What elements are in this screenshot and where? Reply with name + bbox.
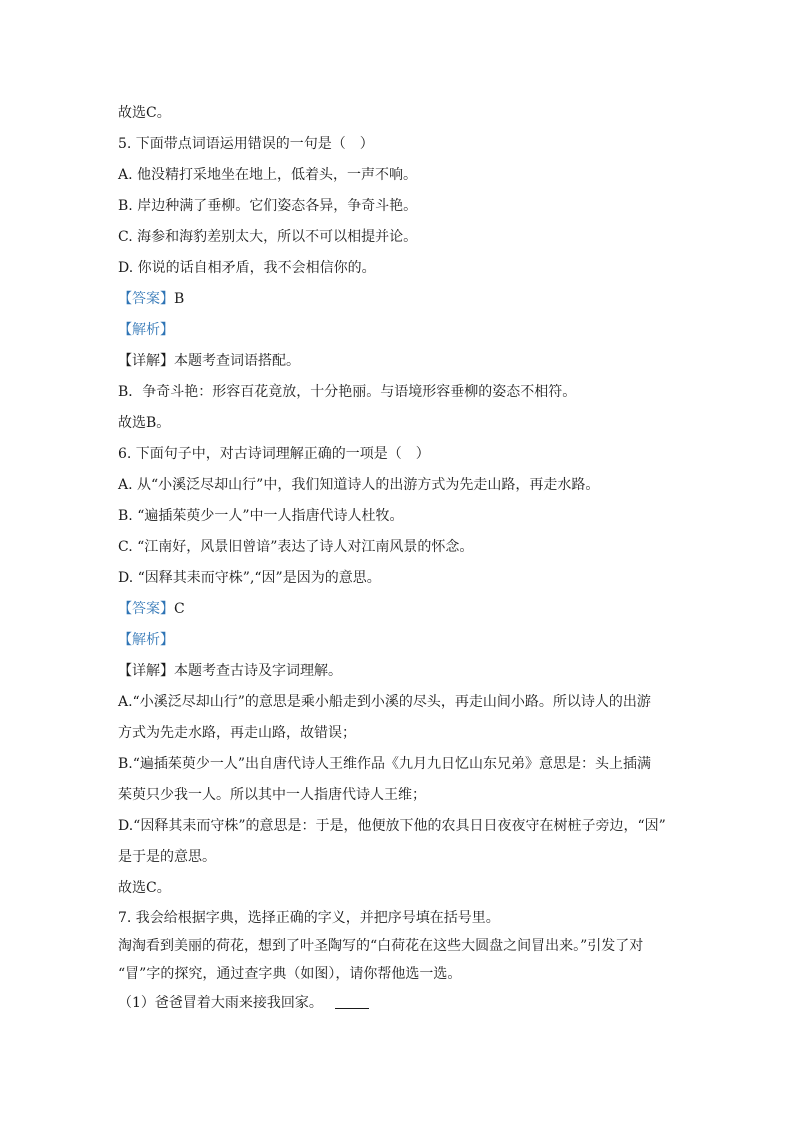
q6-option-b: B. “遍插茱萸少一人”中一人指唐代诗人杜牧。	[118, 508, 404, 524]
analysis-tag: 【解析】	[118, 632, 174, 648]
document-page	[118, 98, 678, 1019]
q5-option-c: C. 海参和海豹差别太大，所以不可以相提并论。	[118, 229, 418, 245]
answer-tag: 【答案】	[118, 601, 174, 617]
q6-explain-line: 是于是的意思。	[118, 849, 216, 865]
q6-explain-line: 茱萸只少我一人。所以其中一人指唐代诗人王维；	[118, 787, 426, 803]
detail-tag: 【详解】	[118, 663, 174, 679]
q5-option-b: B. 岸边种满了垂柳。它们姿态各异，争奇斗艳。	[118, 198, 418, 214]
q7-stem: 7. 我会给根据字典，选择正确的字义，并把序号填在括号里。	[118, 910, 500, 926]
q6-explain-line: 方式为先走水路，再走山路，故错误；	[118, 725, 356, 741]
answer-tag: 【答案】	[118, 291, 174, 307]
q4-conclusion: 故选C。	[118, 105, 171, 121]
q5-conclusion: 故选B。	[118, 415, 171, 431]
detail-tag: 【详解】	[118, 353, 174, 369]
q6-conclusion: 故选C。	[118, 880, 171, 896]
q5-option-a: A. 他没精打采地坐在地上，低着头，一声不响。	[118, 167, 418, 183]
q6-stem: 6. 下面句子中，对古诗词理解正确的一项是（ ）	[118, 446, 430, 462]
q5-analysis	[118, 315, 678, 346]
q6-option-d: D. “因释其耒而守株”,“因”是因为的意思。	[118, 570, 381, 586]
q6-analysis	[118, 625, 678, 656]
q7-sub1	[118, 988, 678, 1019]
q6-explain-line: D.“因释其耒而守株”的意思是：于是，他便放下他的农具日日夜夜守在树桩子旁边，“因”	[118, 818, 666, 834]
detail-text: 本题考查词语搭配。	[174, 353, 300, 369]
q5-explain: B．争奇斗艳：形容百花竟放，十分艳丽。与语境形容垂柳的姿态不相符。	[118, 384, 577, 400]
q6-explain-line: B.“遍插茱萸少一人”出自唐代诗人王维作品《九月九日忆山东兄弟》意思是：头上插满	[118, 756, 652, 772]
q6-explain-line: A.“小溪泛尽却山行”的意思是乘小船走到小溪的尽头，再走山间小路。所以诗人的出游	[118, 694, 651, 710]
answer-value: C	[174, 601, 185, 617]
answer-value: B	[174, 291, 185, 307]
answer-blank[interactable]	[335, 994, 369, 1009]
q6-detail	[118, 656, 678, 687]
q7-paragraph-line: “冒”字的探究，通过查字典（如图），请你帮他选一选。	[118, 966, 462, 982]
q6-option-a: A. 从“小溪泛尽却山行”中，我们知道诗人的出游方式为先走山路，再走水路。	[118, 477, 600, 493]
q7-paragraph-line: 淘淘看到美丽的荷花，想到了叶圣陶写的“白荷花在这些大圆盘之间冒出来。”引发了对	[118, 938, 644, 954]
analysis-tag: 【解析】	[118, 322, 174, 338]
q5-detail	[118, 346, 678, 377]
q5-answer	[118, 284, 678, 315]
q7-sub1-text: （1）爸爸冒着大雨来接我回家。	[118, 995, 323, 1011]
q6-answer	[118, 594, 678, 625]
q5-option-d: D. 你说的话自相矛盾，我不会相信你的。	[118, 260, 376, 276]
q6-option-c: C. “江南好，风景旧曾谙”表达了诗人对江南风景的怀念。	[118, 539, 474, 555]
detail-text: 本题考查古诗及字词理解。	[174, 663, 342, 679]
q5-stem: 5. 下面带点词语运用错误的一句是（ ）	[118, 136, 374, 152]
